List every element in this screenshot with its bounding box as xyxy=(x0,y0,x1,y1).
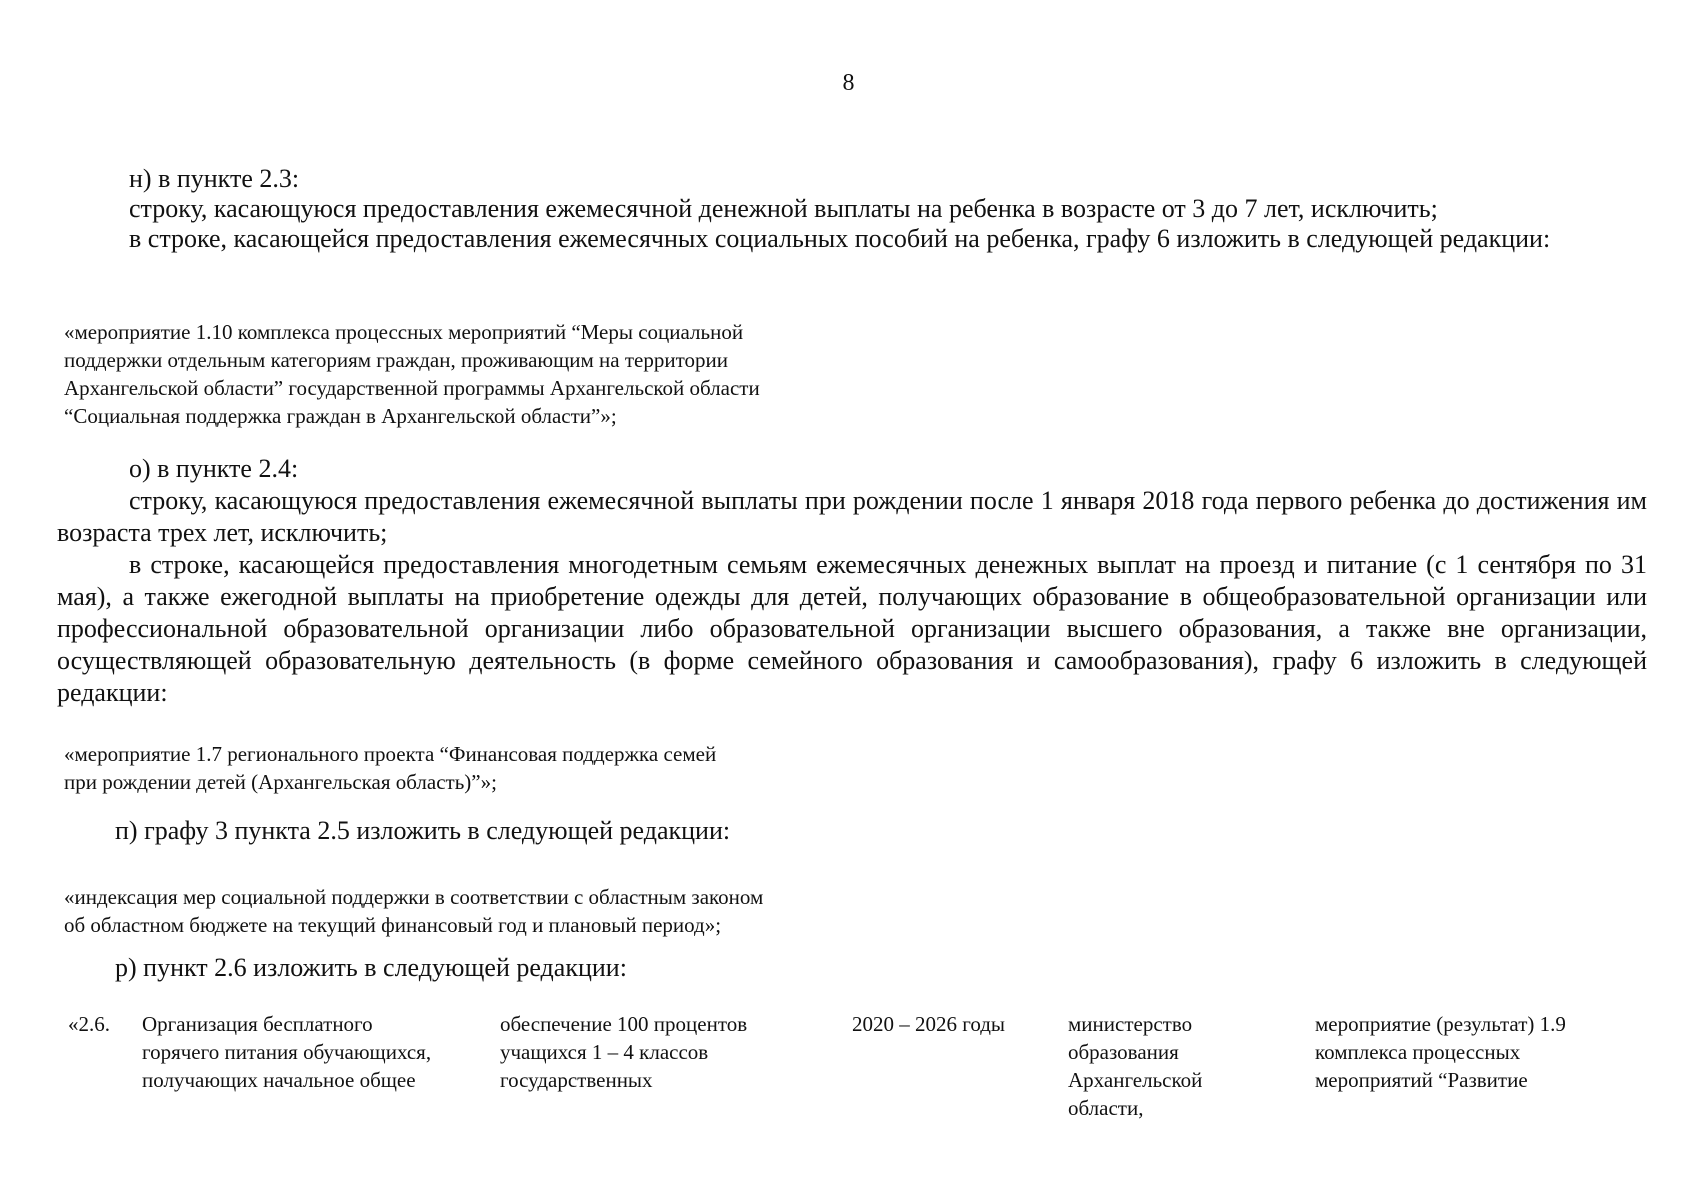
section-p-quote xyxy=(64,883,964,939)
row-period-cell: 2020 – 2026 годы xyxy=(852,1012,1006,1036)
cell-line: горячего питания обучающихся, xyxy=(142,1040,432,1064)
cell-line: мероприятие (результат) 1.9 xyxy=(1315,1012,1566,1036)
cell-line: Организация бесплатного xyxy=(142,1012,373,1036)
quote-line: Архангельской области” государственной программы Архангельской области xyxy=(64,376,760,400)
section-n-para1: строку, касающуюся предоставления ежемесячной денежной выплаты на ребенка в возрасте от 3 до 7 лет, исключить; xyxy=(129,194,1438,223)
cell-line: государственных xyxy=(500,1068,653,1092)
section-p-heading: п) графу 3 пункта 2.5 изложить в следующей редакции: xyxy=(115,816,731,845)
cell-line: образования xyxy=(1068,1040,1179,1064)
page-number: 8 xyxy=(842,70,855,96)
section-n-quote xyxy=(64,318,964,430)
section-n-para2: в строке, касающейся предоставления ежемесячных социальных пособий на ребенка, графу 6 изложить в следующей редакции: xyxy=(129,224,1551,253)
quote-line: «мероприятие 1.10 комплекса процессных мероприятий “Меры социальной xyxy=(64,320,744,344)
section-o-heading: о) в пункте 2.4: xyxy=(129,454,299,483)
row-name-cell xyxy=(142,1010,431,1094)
cell-line: мероприятий “Развитие xyxy=(1315,1068,1528,1092)
row-number: «2.6. xyxy=(68,1012,110,1036)
cell-line: получающих начальное общее xyxy=(142,1068,416,1092)
cell-line: обеспечение 100 процентов xyxy=(500,1012,748,1036)
section-r-heading: р) пункт 2.6 изложить в следующей редакции: xyxy=(115,953,627,982)
row-executor-cell xyxy=(1068,1010,1202,1122)
section-o-para1: строку, касающуюся предоставления ежемесячной выплаты при рождении после 1 января 2018 года первого ребенка до достижения им возраста трех лет, исключить; xyxy=(57,486,1647,547)
quote-line: «индексация мер социальной поддержки в соответствии с областным законом xyxy=(64,885,764,909)
cell-line: комплекса процессных xyxy=(1315,1040,1521,1064)
quote-line: поддержки отдельным категориям граждан, проживающим на территории xyxy=(64,348,728,372)
section-n-heading: н) в пункте 2.3: xyxy=(129,164,300,193)
cell-line: учащихся 1 – 4 классов xyxy=(500,1040,709,1064)
cell-line: Архангельской xyxy=(1068,1068,1203,1092)
quote-line: при рождении детей (Архангельская область)”»; xyxy=(64,770,497,794)
cell-line: области, xyxy=(1068,1096,1144,1120)
cell-line: министерство xyxy=(1068,1012,1193,1036)
quote-line: “Социальная поддержка граждан в Архангельской области”»; xyxy=(64,404,617,428)
section-o-quote xyxy=(64,740,964,796)
row-result-cell xyxy=(500,1010,747,1094)
quote-line: об областном бюджете на текущий финансовый год и плановый период»; xyxy=(64,913,722,937)
section-o-para2: в строке, касающейся предоставления многодетным семьям ежемесячных денежных выплат на проезд и питание (с 1 сентября по 31 мая), а также ежегодной выплаты на приобретение одежды для детей, получающих образование в общеобразовательной организации или профессиональной образовательной организации либо образовательной организации высшего образования, а также вне организации, осуществляющей образовательную деятельность (в форме семейного образования и самообразования), графу 6 изложить в следующей редакции: xyxy=(57,550,1647,707)
quote-line: «мероприятие 1.7 регионального проекта “Финансовая поддержка семей xyxy=(64,742,717,766)
row-measure-cell xyxy=(1315,1010,1566,1094)
